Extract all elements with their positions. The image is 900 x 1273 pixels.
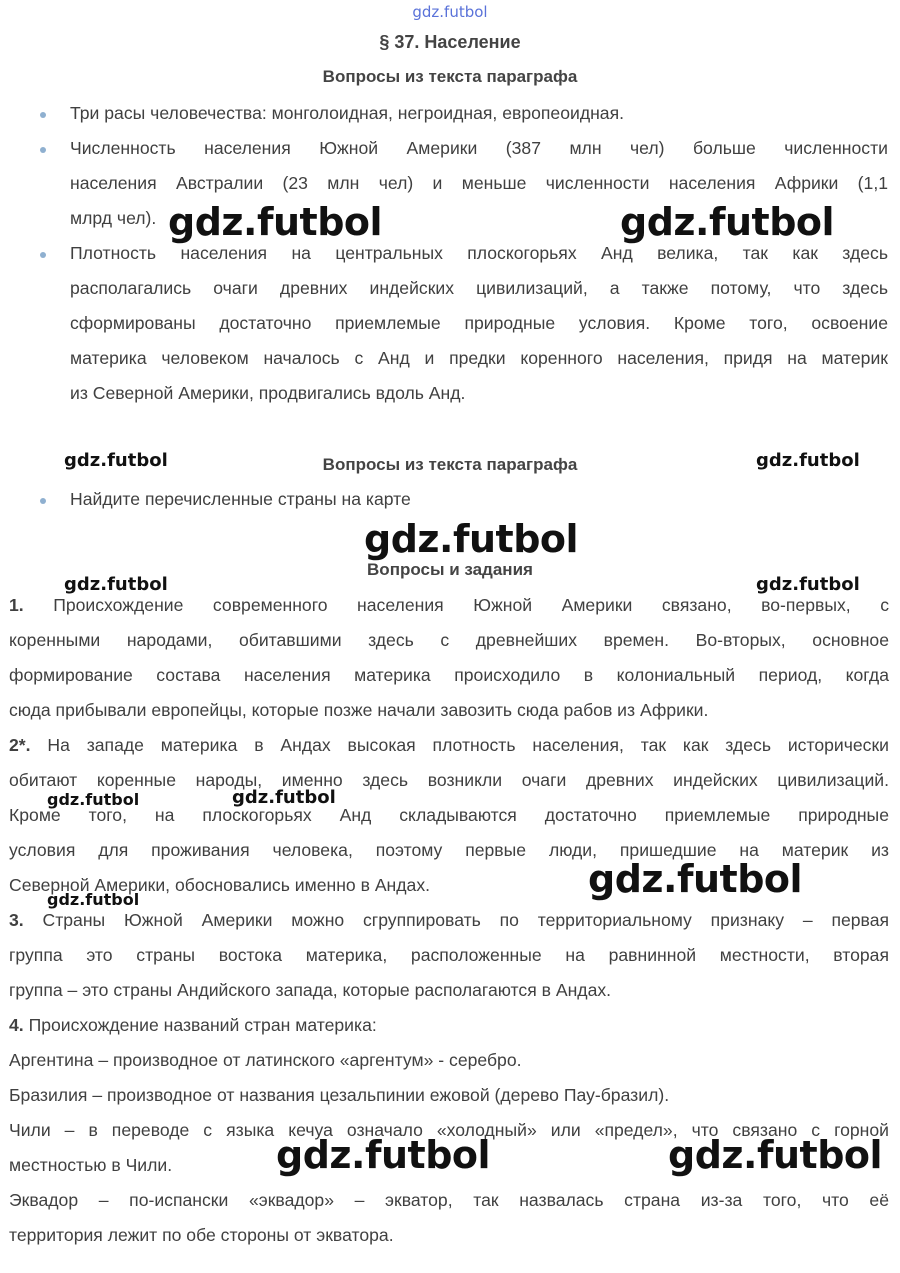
bullet-line: Численность населения Южной Америки (387 млн чел) больше численности: [70, 138, 888, 158]
task-line: формирование состава населения материка происходило в колониальный период, когда: [9, 665, 889, 685]
watermark: gdz.futbol: [364, 517, 579, 561]
task-text: Происхождение названий стран материка:: [28, 1015, 377, 1035]
bullet-line: из Северной Америки, продвигались вдоль Анд.: [70, 383, 466, 403]
task-line: Бразилия – производное от названия цезальпинии ежовой (дерево Пау-бразил).: [9, 1085, 670, 1105]
page-title: § 37. Население: [379, 32, 521, 52]
task-text: На западе материка в Андах высокая плотность населения, так как здесь исторически: [47, 735, 889, 755]
bullet-line: материка человеком началось с Анд и предки коренного населения, придя на материк: [70, 348, 888, 368]
task-line: [9, 728, 889, 763]
bullet-line: Три расы человечества: монголоидная, негроидная, европеоидная.: [70, 103, 625, 123]
watermark: gdz.futbol: [168, 200, 383, 244]
watermark: gdz.futbol: [47, 790, 140, 809]
bullet-marker: [40, 252, 46, 258]
task-line: коренными народами, обитавшими здесь с древнейших времен. Во-вторых, основное: [9, 630, 889, 650]
task-number: 4.: [9, 1015, 24, 1035]
bullet-line: Плотность населения на центральных плоскогорьях Анд велика, так как здесь: [70, 243, 888, 263]
task-number: 1.: [9, 595, 24, 615]
bullet-line: располагались очаги древних индейских цивилизаций, а также потому, что здесь: [70, 278, 888, 298]
bullet-marker: [40, 498, 46, 504]
watermark: gdz.futbol: [232, 787, 336, 808]
bullet-line: населения Австралии (23 млн чел) и меньше численности населения Африки (1,1: [70, 173, 888, 193]
section-heading-text-questions: Вопросы из текста параграфа: [322, 67, 578, 86]
task-text: Происхождение современного населения Южной Америки связано, во-первых, с: [53, 595, 889, 615]
task-number: 3.: [9, 910, 24, 930]
watermark: gdz.futbol: [756, 450, 860, 471]
task-line: Северной Америки, обосновались именно в Андах.: [9, 875, 431, 895]
watermark: gdz.futbol: [668, 1133, 883, 1177]
site-watermark-top[interactable]: gdz.futbol: [412, 3, 488, 21]
task-line: Эквадор – по-испански «эквадор» – экватор, так назвалась страна из-за того, что её: [9, 1190, 889, 1210]
watermark: gdz.futbol: [756, 574, 860, 595]
task-line: Чили – в переводе с языка кечуа означало «холодный» или «предел», что связано с горной: [9, 1120, 889, 1140]
watermark: gdz.futbol: [64, 574, 168, 595]
watermark: gdz.futbol: [276, 1133, 491, 1177]
watermark: gdz.futbol: [588, 857, 803, 901]
bullet-marker: [40, 112, 46, 118]
task-line: территория лежит по обе стороны от экватора.: [9, 1225, 394, 1245]
watermark: gdz.futbol: [620, 200, 835, 244]
bullet-line: млрд чел).: [70, 208, 157, 228]
task-number: 2*.: [9, 735, 31, 755]
task-line: сюда прибывали европейцы, которые позже начали завозить сюда рабов из Африки.: [9, 700, 709, 720]
task-line: [9, 1008, 377, 1043]
task-text: Страны Южной Америки можно сгруппировать по территориальному признаку – первая: [42, 910, 890, 930]
section-heading-tasks: Вопросы и задания: [367, 560, 533, 579]
task-line: Кроме того, на плоскогорьях Анд складываются достаточно приемлемые природные: [9, 805, 889, 825]
task-line: группа это страны востока материка, расположенные на равнинной местности, вторая: [9, 945, 889, 965]
task-line: условия для проживания человека, поэтому первые люди, пришедшие на материк из: [9, 840, 889, 860]
bullet-line: сформированы достаточно приемлемые природные условия. Кроме того, освоение: [70, 313, 888, 333]
task-line: обитают коренные народы, именно здесь возникли очаги древних индейских цивилизаций.: [9, 770, 889, 790]
task-line: Аргентина – производное от латинского «аргентум» - серебро.: [9, 1050, 522, 1070]
section-heading-text-questions-2: Вопросы из текста параграфа: [322, 455, 578, 474]
watermark: gdz.futbol: [47, 890, 140, 909]
bullet-line: Найдите перечисленные страны на карте: [70, 489, 411, 509]
watermark: gdz.futbol: [64, 450, 168, 471]
bullet-marker: [40, 147, 46, 153]
task-line: группа – это страны Андийского запада, которые располагаются в Андах.: [9, 980, 612, 1000]
task-line: местностью в Чили.: [9, 1155, 173, 1175]
task-line: [9, 903, 889, 938]
